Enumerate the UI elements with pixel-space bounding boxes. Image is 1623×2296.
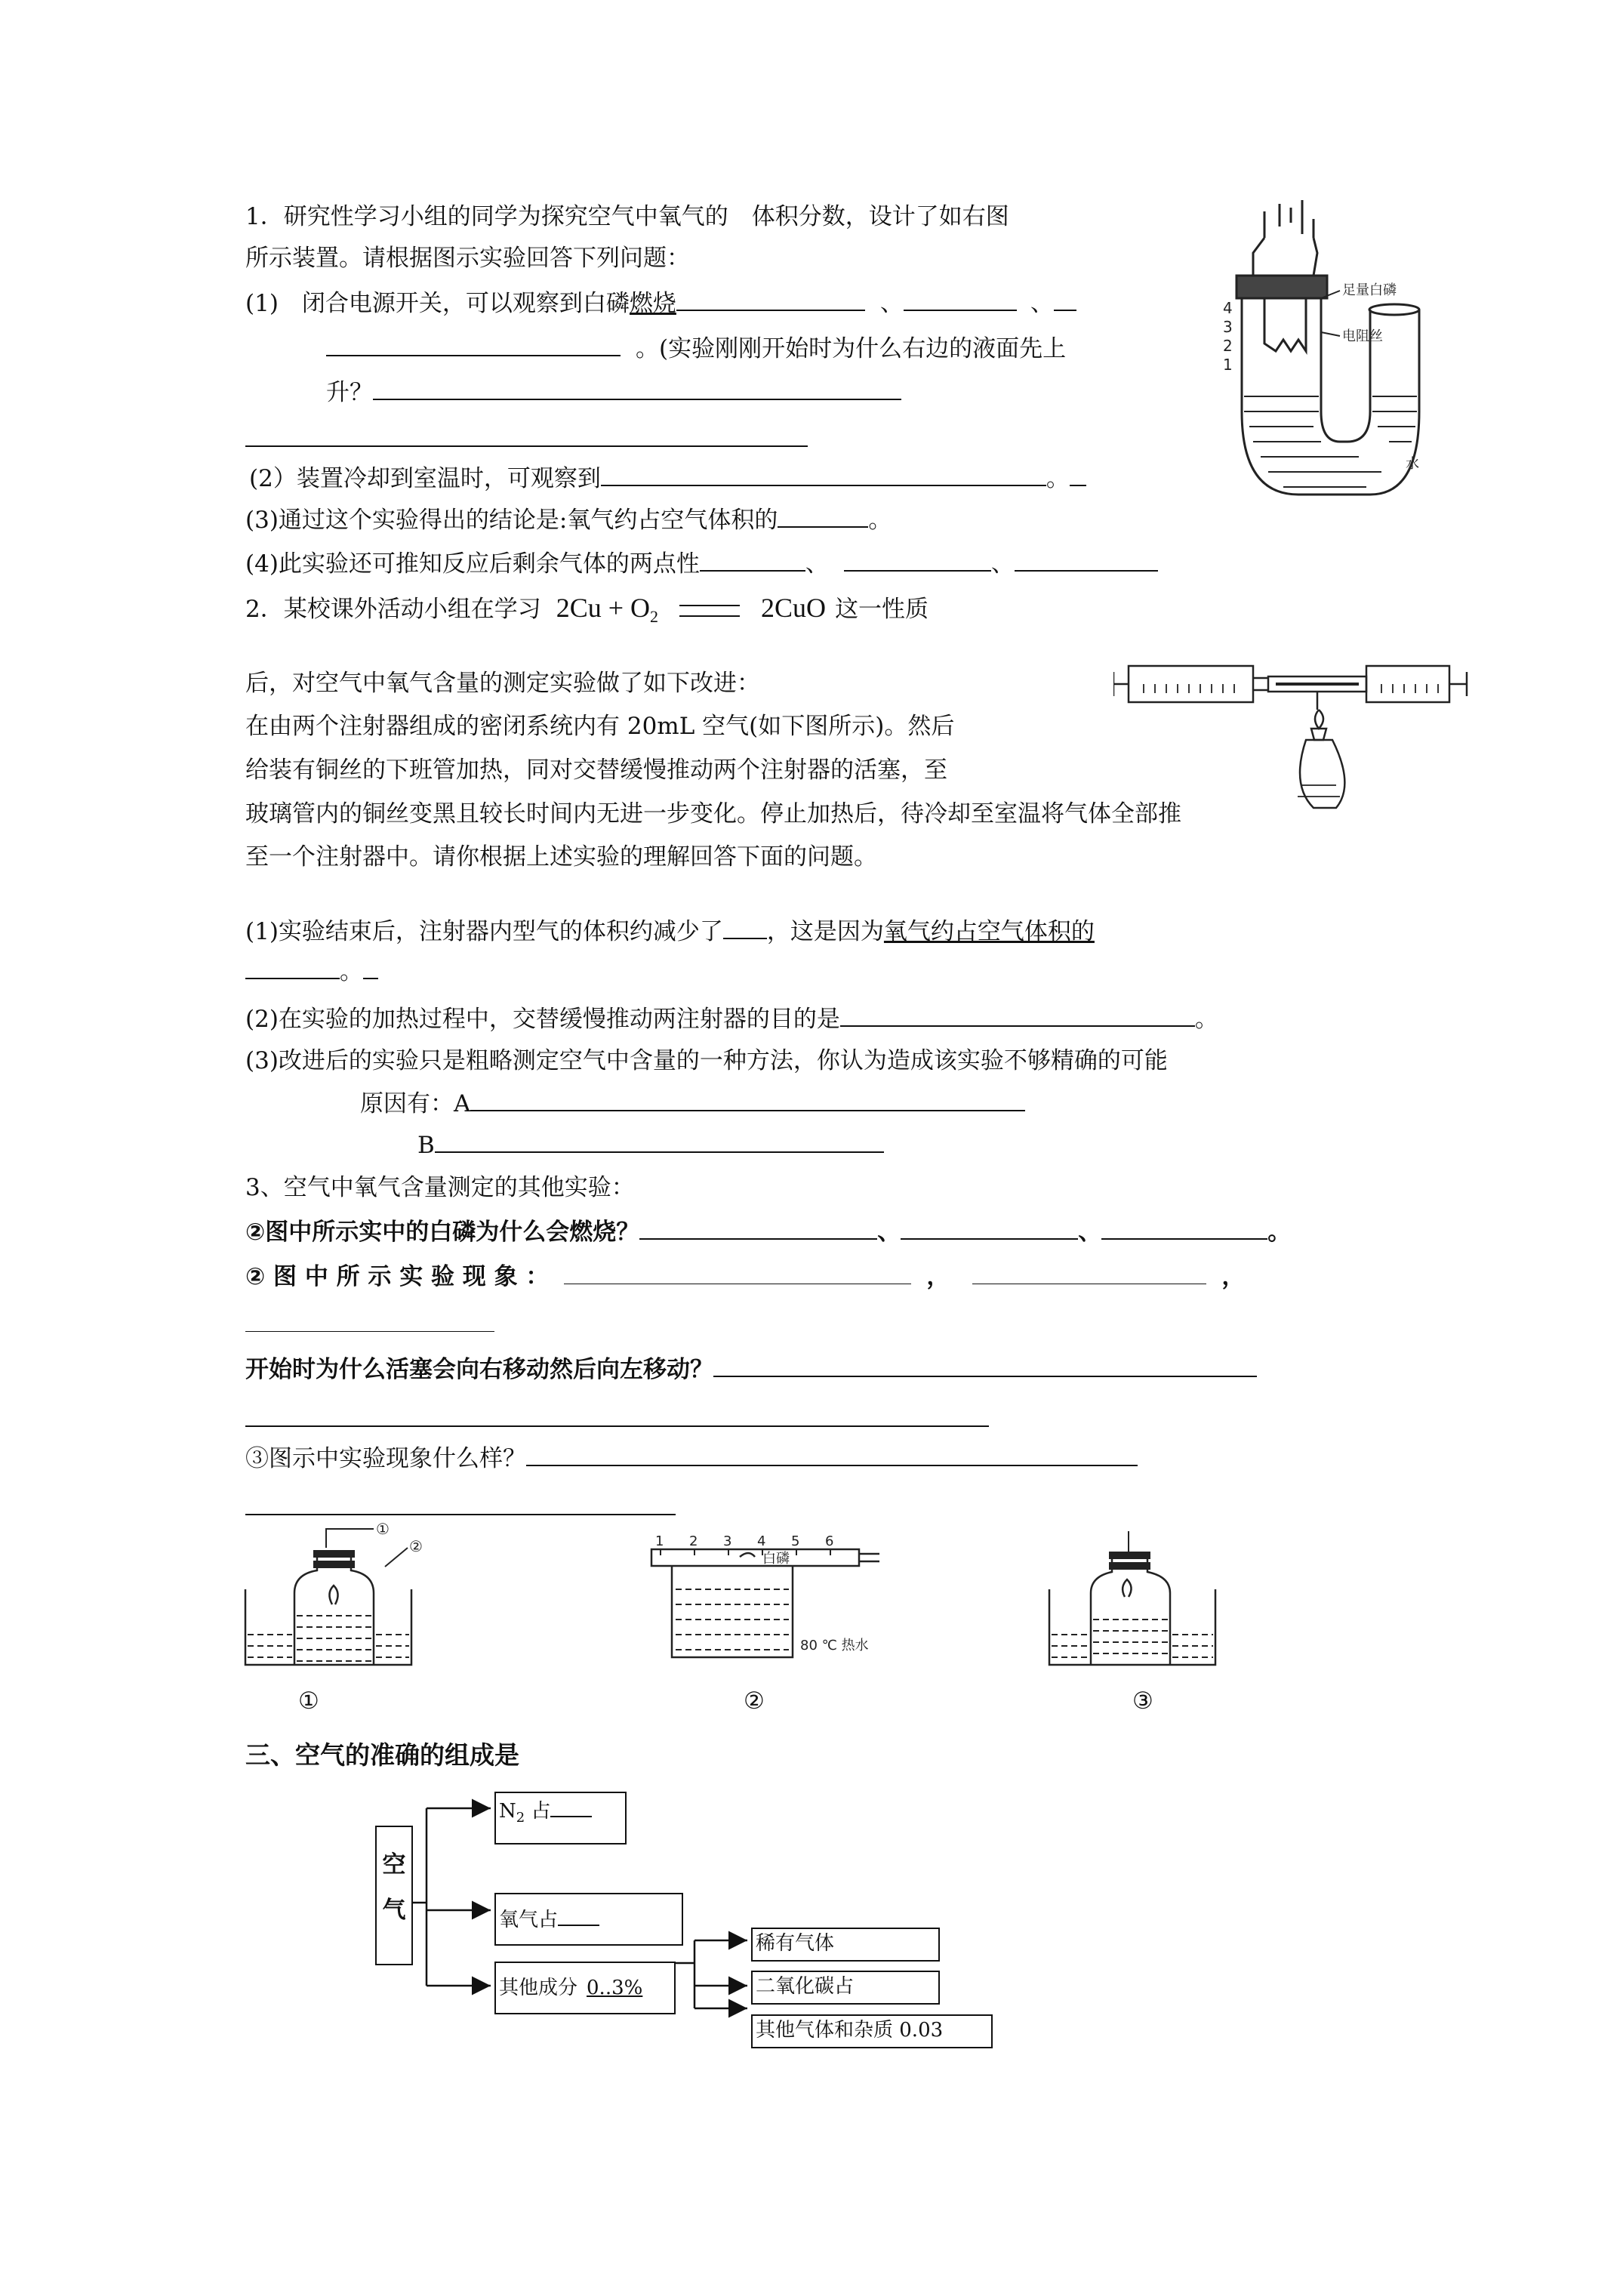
figure1-callout-2: ② bbox=[409, 1537, 423, 1555]
air-root-char-1: 空 bbox=[382, 1851, 406, 1878]
other-box bbox=[494, 1962, 676, 2014]
q1-part1-answer: 燃烧 bbox=[629, 290, 676, 317]
figure2-scale-1: 1 bbox=[655, 1533, 664, 1549]
q3-a3-text: 开始时为什么活塞会向右移动然后向左移动？ bbox=[245, 1356, 713, 1383]
figure-number-2: ② bbox=[744, 1687, 765, 1715]
q1-part1-line3 bbox=[326, 376, 901, 408]
q2-sub1-prefix: (1)实验结束后，注射器内型气的体积约减少了 bbox=[245, 918, 723, 945]
q2-sub1-end: 。 bbox=[340, 958, 363, 985]
u-tube-phosphorus-label: 足量白磷 bbox=[1342, 282, 1397, 298]
experiment-figure-2 bbox=[649, 1533, 891, 1669]
q2-sub1-blank-1[interactable] bbox=[723, 915, 767, 939]
q3-a2-blank-1[interactable] bbox=[564, 1261, 911, 1284]
q1-part1-line2-suffix: 。(实验刚刚开始时为什么右边的液面先上 bbox=[636, 335, 1067, 362]
q3-a4-line bbox=[245, 1442, 1138, 1474]
u-tube-scale-4: 4 bbox=[1223, 299, 1233, 317]
q3-a2-sep-2: ， bbox=[1221, 1263, 1246, 1290]
figure2-scale-2: 2 bbox=[689, 1533, 698, 1549]
u-tube-scale-3: 3 bbox=[1223, 318, 1233, 336]
u-tube-scale-2: 2 bbox=[1223, 337, 1233, 355]
figure2-hot-water-label: 80 ℃ 热水 bbox=[800, 1638, 869, 1653]
q1-part2-text: (2）装置冷却到室温时，可观察到 bbox=[249, 465, 601, 492]
other-label: 其他成分 bbox=[499, 1977, 578, 1999]
q1-part3-end: 。 bbox=[868, 507, 892, 534]
q3-a1-blank-1[interactable] bbox=[639, 1216, 877, 1240]
q2-sub3-reason-a-blank[interactable] bbox=[470, 1087, 1025, 1111]
q1-part1-line2 bbox=[326, 332, 1066, 364]
q1-part3-text: (3)通过这个实验得出的结论是:氧气约占空气体积的 bbox=[245, 507, 778, 534]
co2-label: 二氧化碳占 bbox=[756, 1975, 855, 1998]
q2-line1 bbox=[245, 593, 929, 632]
q1-intro-line2: 所示装置。请根据图示实验回答下列问题： bbox=[245, 245, 690, 272]
q2-line6: 至一个注射器中。请你根据上述实验的理解回答下面的问题。 bbox=[245, 843, 877, 871]
q1-part1-blank-4[interactable] bbox=[326, 332, 621, 356]
experiment-figure-1 bbox=[242, 1521, 438, 1672]
q3-a4-text: ③图示中实验现象什么样？ bbox=[245, 1445, 526, 1472]
u-tube-wire-label: 电阻丝 bbox=[1342, 328, 1383, 344]
q2-line1-suffix: 这一性质 bbox=[835, 596, 929, 623]
other-value: 0..3% bbox=[587, 1977, 643, 1999]
q3-a1-text: ②图中所示实中的白磷为什么会燃烧？ bbox=[245, 1219, 640, 1246]
o2-label: 氧气占 bbox=[499, 1909, 559, 1931]
figure2-phosphorus-label: 白磷 bbox=[762, 1551, 790, 1567]
q2-sub1-blank-tail[interactable] bbox=[363, 955, 378, 979]
rare-gas-label: 稀有气体 bbox=[756, 1932, 835, 1955]
q1-part1-sep-1: 、 bbox=[879, 290, 904, 317]
q3-a1-blank-3[interactable] bbox=[1101, 1216, 1267, 1240]
q2-sub1-line bbox=[245, 915, 1095, 947]
q1-part1-blank-2[interactable] bbox=[904, 287, 1017, 311]
misc-label: 其他气体和杂质 0.03 bbox=[756, 2019, 944, 2042]
q2-sub2-end: 。 bbox=[1194, 1006, 1218, 1033]
q1-part1-blank-1[interactable] bbox=[676, 287, 865, 311]
n2-box bbox=[494, 1792, 627, 1845]
q2-line4: 给装有铜丝的下班管加热，同对交替缓慢推动两个注射器的活塞，至 bbox=[245, 757, 947, 784]
u-tube-apparatus-figure bbox=[1208, 193, 1434, 510]
q2-equation-left: 2Cu + O bbox=[556, 593, 651, 623]
q3-a4-rule[interactable] bbox=[245, 1514, 676, 1515]
q3-a3-rule[interactable] bbox=[245, 1425, 989, 1427]
q3-a2-rule[interactable] bbox=[245, 1331, 494, 1332]
q2-line3: 在由两个注射器组成的密闭系统内有 20mL 空气(如下图所示)。然后 bbox=[245, 713, 955, 740]
q1-part1-line bbox=[245, 287, 1076, 319]
q1-part4-blank-2[interactable] bbox=[844, 547, 991, 572]
q3-a3-line bbox=[245, 1353, 1257, 1385]
q3-title: 3、空气中氧气含量测定的其他实验： bbox=[245, 1174, 635, 1201]
air-root-char-2: 气 bbox=[382, 1897, 406, 1924]
figure-number-1: ① bbox=[298, 1687, 319, 1715]
q1-part2-end: 。 bbox=[1046, 465, 1070, 492]
q1-part4-line bbox=[245, 547, 1158, 579]
q1-part2-blank-tail[interactable] bbox=[1070, 462, 1086, 486]
q3-a1-blank-2[interactable] bbox=[901, 1216, 1078, 1240]
figure2-scale-6: 6 bbox=[825, 1533, 834, 1549]
figure1-callout-1: ① bbox=[376, 1521, 390, 1538]
q1-part4-blank-1[interactable] bbox=[700, 547, 805, 572]
q1-answer-rule[interactable] bbox=[245, 445, 808, 447]
syringe-apparatus-figure bbox=[1113, 657, 1468, 838]
experiment-figure-3 bbox=[1046, 1525, 1227, 1669]
q2-sub3-line: (3)改进后的实验只是粗略测定空气中含量的一种方法，你认为造成该实验不够精确的可能 bbox=[245, 1047, 1168, 1074]
q1-part4-sep-1: 、 bbox=[805, 550, 829, 578]
q2-sub2-text: (2)在实验的加热过程中，交替缓慢推动两注射器的目的是 bbox=[245, 1006, 840, 1033]
co2-box bbox=[751, 1971, 940, 2005]
o2-blank[interactable] bbox=[558, 1908, 599, 1926]
q2-sub2-line bbox=[245, 1003, 1218, 1034]
figure2-scale-4: 4 bbox=[757, 1533, 766, 1549]
n2-label bbox=[499, 1800, 551, 1826]
q2-line5: 玻璃管内的铜丝变黑且较长时间内无进一步变化。停止加热后，待冷却至室温将气体全部推 bbox=[245, 800, 1181, 827]
q2-line1-prefix: 2．某校课外活动小组在学习 bbox=[245, 596, 541, 623]
q2-sub1-blank-2[interactable] bbox=[245, 955, 340, 979]
q2-sub2-blank[interactable] bbox=[840, 1003, 1195, 1027]
n2-subscript: 2 bbox=[516, 1810, 525, 1826]
q2-sub3-reason-b-label: B bbox=[417, 1132, 435, 1159]
q2-sub1-answer: 氧气约占空气体积的 bbox=[883, 918, 1095, 945]
q1-part4-blank-3[interactable] bbox=[1015, 547, 1158, 572]
q1-part1-line3-text: 升？ bbox=[326, 379, 373, 406]
q1-part1-prefix: (1) 闭合电源开关，可以观察到白磷 bbox=[245, 290, 630, 317]
q2-line2: 后，对空气中氧气含量的测定实验做了如下改进： bbox=[245, 670, 760, 697]
u-tube-water-label: 水 bbox=[1406, 456, 1419, 472]
q1-part2-blank[interactable] bbox=[601, 462, 1046, 486]
u-tube-scale-1: 1 bbox=[1223, 356, 1233, 374]
q2-equation-sub: 2 bbox=[650, 607, 659, 627]
figure-number-3: ③ bbox=[1132, 1687, 1153, 1715]
q2-sub1-line2 bbox=[245, 955, 378, 987]
figure2-scale-3: 3 bbox=[723, 1533, 732, 1549]
section3-title: 三、空气的准确的组成是 bbox=[245, 1740, 519, 1770]
figure2-scale-5: 5 bbox=[791, 1533, 800, 1549]
q2-sub3-reason-b-blank[interactable] bbox=[435, 1129, 884, 1153]
n2-suffix: 占 bbox=[525, 1800, 551, 1823]
q2-sub3-line2 bbox=[360, 1087, 1025, 1119]
q3-a2-label: ② 图 中 所 示 实 验 现 象 ： bbox=[245, 1263, 550, 1290]
q1-part1-sep-2: 、 bbox=[1030, 290, 1054, 317]
q3-a1-line bbox=[245, 1216, 1291, 1247]
n2-symbol: N bbox=[499, 1800, 516, 1823]
q2-equation-right: 2CuO bbox=[761, 593, 827, 623]
q1-part3-blank[interactable] bbox=[778, 504, 868, 528]
q1-part1-blank-5[interactable] bbox=[373, 376, 901, 400]
rare-gas-box bbox=[751, 1928, 940, 1962]
q2-sub3-line3 bbox=[417, 1129, 884, 1160]
q1-part2-line bbox=[249, 462, 1086, 494]
q1-part3-line bbox=[245, 504, 892, 535]
q3-a1-sep-2: 、 bbox=[1078, 1219, 1102, 1246]
q1-part4-sep-2: 、 bbox=[990, 550, 1015, 578]
air-root-box bbox=[375, 1826, 413, 1965]
n2-blank[interactable] bbox=[550, 1799, 592, 1817]
o2-box bbox=[494, 1893, 683, 1946]
q1-part4-text: (4)此实验还可推知反应后剩余气体的两点性 bbox=[245, 550, 700, 578]
q1-part1-blank-3[interactable] bbox=[1054, 287, 1076, 311]
q3-a1-sep-1: 、 bbox=[877, 1219, 901, 1246]
q2-sub1-mid: ，这是因为 bbox=[766, 918, 884, 945]
q3-a2-line bbox=[245, 1261, 1245, 1292]
q3-a1-end: 。 bbox=[1267, 1219, 1292, 1246]
q3-a2-sep-1: ， bbox=[926, 1263, 950, 1290]
q3-a4-blank[interactable] bbox=[526, 1442, 1138, 1466]
q2-equation-arrow bbox=[679, 605, 740, 617]
q1-intro-line1: 1．研究性学习小组的同学为探究空气中氧气的 体积分数，设计了如右图 bbox=[245, 203, 1009, 230]
q3-a3-blank[interactable] bbox=[713, 1353, 1257, 1377]
q3-a2-blank-2[interactable] bbox=[972, 1261, 1206, 1284]
misc-box bbox=[751, 2014, 993, 2048]
q2-sub3-reason-a-label: 原因有：A bbox=[360, 1090, 471, 1117]
